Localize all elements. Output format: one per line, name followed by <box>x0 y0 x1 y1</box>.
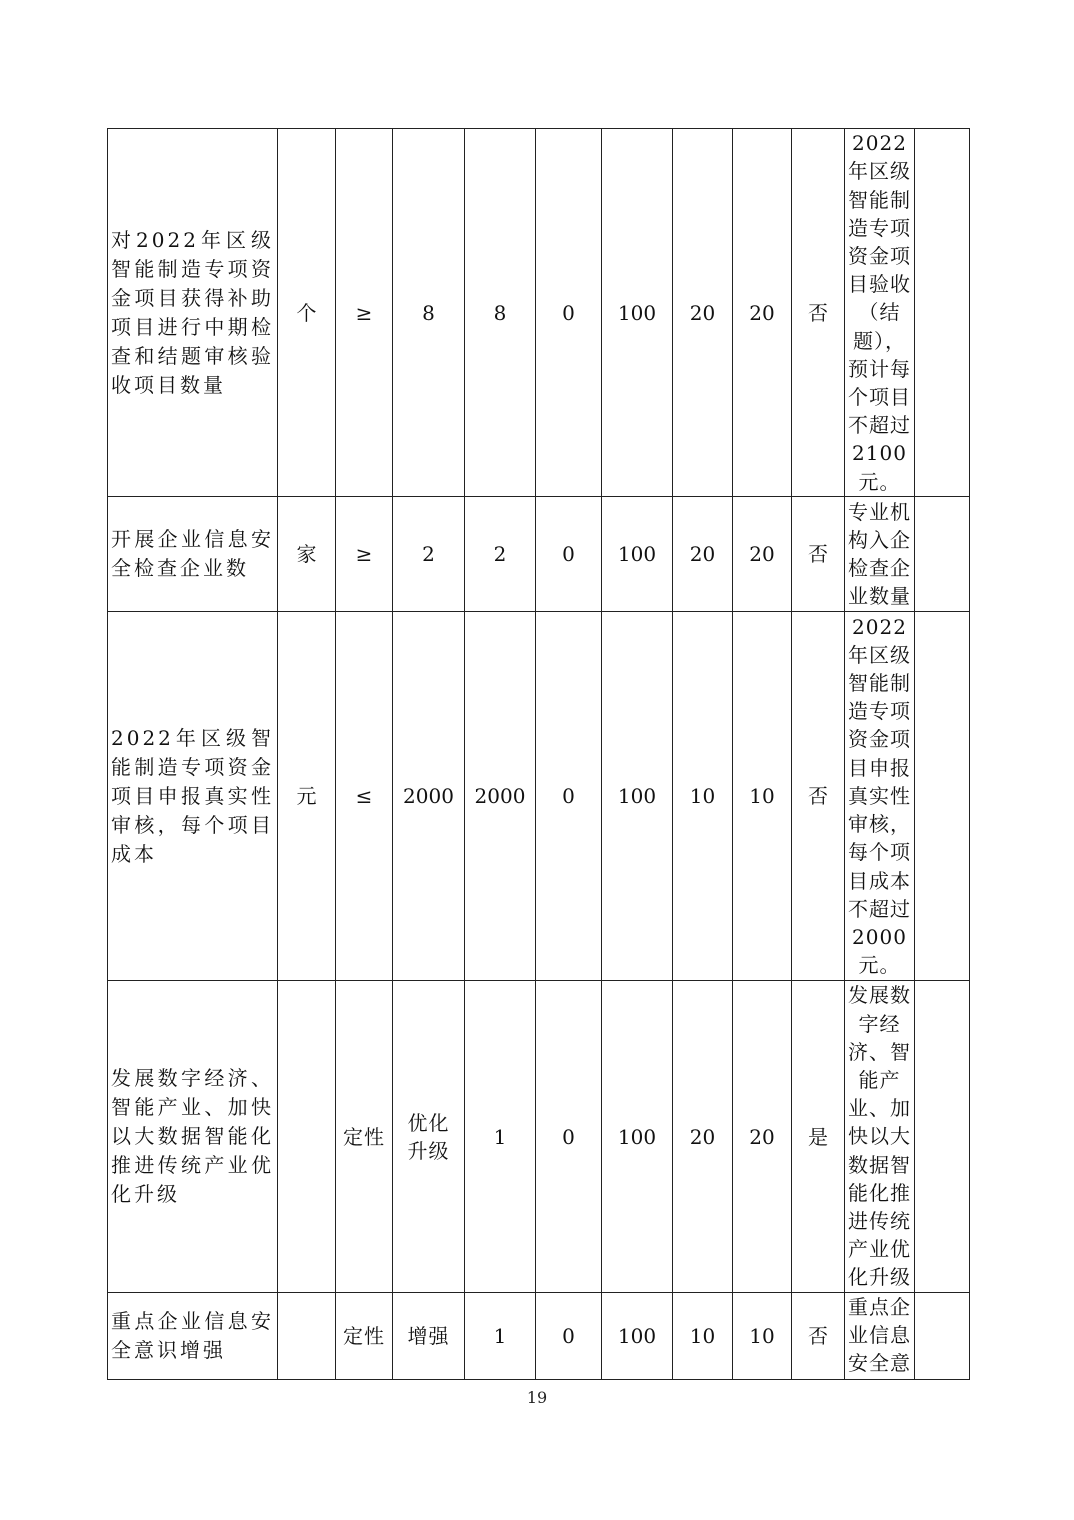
unit-cell: 个 <box>278 129 336 497</box>
completion-rate-cell: 100 <box>602 981 673 1293</box>
deviation-cell: 0 <box>536 1293 602 1380</box>
score-cell: 20 <box>733 497 792 612</box>
flag-cell: 否 <box>792 129 845 497</box>
weight-cell: 10 <box>673 1293 733 1380</box>
actual-value-cell: 1 <box>465 1293 536 1380</box>
unit-cell <box>278 1293 336 1380</box>
target-value-cell: 2 <box>393 497 465 612</box>
operator-cell: ≥ <box>336 129 393 497</box>
table-row <box>108 129 970 497</box>
note-cell: 2022年区级智能制造专项资金项目验收（结题），预计每个项目不超过2100元。 <box>845 129 915 497</box>
target-value-cell: 8 <box>393 129 465 497</box>
completion-rate-cell: 100 <box>602 129 673 497</box>
flag-cell: 否 <box>792 497 845 612</box>
extra-cell <box>915 129 970 497</box>
actual-value-cell: 1 <box>465 981 536 1293</box>
extra-cell <box>915 1293 970 1380</box>
note-cell: 发展数字经济、智能产业、加快以大数据智能化推进传统产业优化升级 <box>845 981 915 1293</box>
unit-cell: 家 <box>278 497 336 612</box>
note-cell: 专业机构入企检查企业数量 <box>845 497 915 612</box>
table-row <box>108 497 970 612</box>
table-row <box>108 981 970 1293</box>
extra-cell <box>915 497 970 612</box>
extra-cell <box>915 981 970 1293</box>
table-row <box>108 1293 970 1380</box>
performance-indicator-table <box>107 128 970 1380</box>
target-value-cell: 2000 <box>393 612 465 981</box>
indicator-name-cell: 开展企业信息安全检查企业数 <box>108 497 278 612</box>
score-cell: 10 <box>733 612 792 981</box>
deviation-cell: 0 <box>536 497 602 612</box>
weight-cell: 10 <box>673 612 733 981</box>
weight-cell: 20 <box>673 981 733 1293</box>
deviation-cell: 0 <box>536 612 602 981</box>
score-cell: 20 <box>733 129 792 497</box>
actual-value-cell: 2000 <box>465 612 536 981</box>
unit-cell <box>278 981 336 1293</box>
score-cell: 10 <box>733 1293 792 1380</box>
indicator-name-cell: 发展数字经济、智能产业、加快以大数据智能化推进传统产业优化升级 <box>108 981 278 1293</box>
deviation-cell: 0 <box>536 129 602 497</box>
target-value-cell: 增强 <box>393 1293 465 1380</box>
page-number: 19 <box>526 1388 548 1407</box>
indicator-name-cell: 对2022年区级智能制造专项资金项目获得补助项目进行中期检查和结题审核验收项目数量 <box>108 129 278 497</box>
note-cell: 重点企业信息安全意 <box>845 1293 915 1380</box>
actual-value-cell: 2 <box>465 497 536 612</box>
completion-rate-cell: 100 <box>602 1293 673 1380</box>
unit-cell: 元 <box>278 612 336 981</box>
completion-rate-cell: 100 <box>602 612 673 981</box>
table-row <box>108 612 970 981</box>
flag-cell: 是 <box>792 981 845 1293</box>
score-cell: 20 <box>733 981 792 1293</box>
indicator-name-cell: 2022年区级智能制造专项资金项目申报真实性审核，每个项目成本 <box>108 612 278 981</box>
deviation-cell: 0 <box>536 981 602 1293</box>
weight-cell: 20 <box>673 497 733 612</box>
weight-cell: 20 <box>673 129 733 497</box>
completion-rate-cell: 100 <box>602 497 673 612</box>
operator-cell: ≤ <box>336 612 393 981</box>
operator-cell: 定性 <box>336 981 393 1293</box>
indicator-name-cell: 重点企业信息安全意识增强 <box>108 1293 278 1380</box>
extra-cell <box>915 612 970 981</box>
operator-cell: 定性 <box>336 1293 393 1380</box>
flag-cell: 否 <box>792 1293 845 1380</box>
actual-value-cell: 8 <box>465 129 536 497</box>
operator-cell: ≥ <box>336 497 393 612</box>
note-cell: 2022年区级智能制造专项资金项目申报真实性审核，每个项目成本不超过2000元。 <box>845 612 915 981</box>
flag-cell: 否 <box>792 612 845 981</box>
target-value-cell: 优化升级 <box>393 981 465 1293</box>
